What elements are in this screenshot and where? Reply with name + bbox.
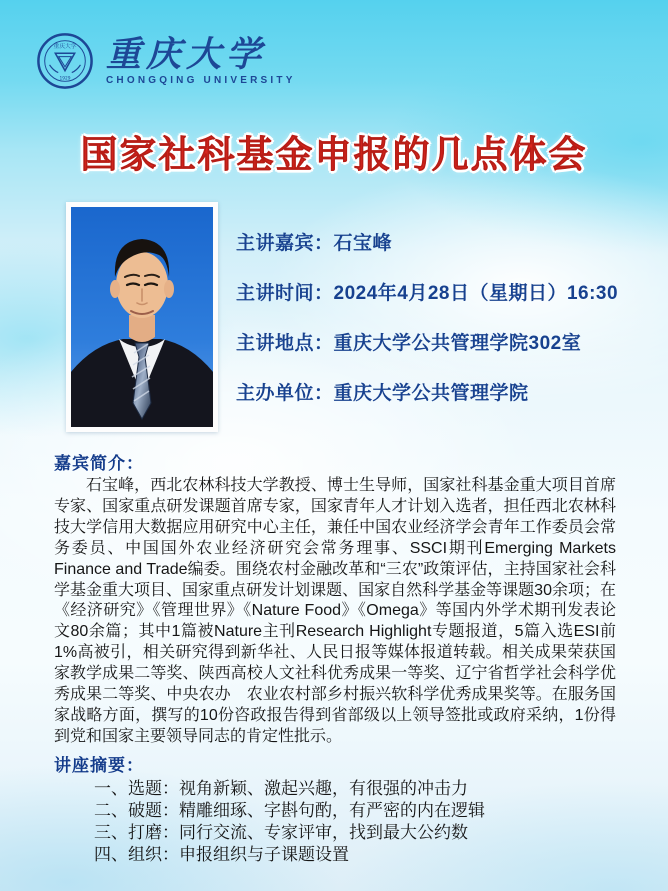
agenda-section <box>54 751 616 866</box>
event-info <box>236 228 618 428</box>
poster-title: 国家社科基金申报的几点体会 <box>80 134 588 175</box>
university-name-en: CHONGQING UNIVERSITY <box>106 74 296 86</box>
agenda-item-3: 三、打磨：同行交流、专家评审，找到最大公约数 <box>94 823 468 842</box>
event-time: 主讲时间：2024年4月28日（星期日）16:30 <box>236 283 619 304</box>
agenda-item-4: 四、组织：申报组织与子课题设置 <box>94 845 349 864</box>
agenda-heading: 讲座摘要： <box>54 756 144 775</box>
bio-section <box>54 449 616 748</box>
bio-heading: 嘉宾简介： <box>54 454 144 473</box>
speaker-photo <box>66 202 218 432</box>
agenda-item-1: 一、选题：视角新颖、激起兴趣，有很强的冲击力 <box>94 779 468 798</box>
svg-text:1929: 1929 <box>59 76 71 82</box>
bio-text: 石宝峰，西北农林科技大学教授、博士生导师，国家社科基金重大项目首席专家、国家重点研发课题首席专家，国家青年人才计划入选者，担任西北农林科技大学信用大数据应用研究中心主任，兼任中国农业经济学会青年工作委员会常务委员、中国国外农业经济研究会常务理事、SSCI期刊Emerging Markets Finance and Trade编委。围绕农村金融改革和“三农”政策评估，主持国家社会科学基金重大项目、国家重点研发计划课题、国家自然科学基金等课题30余项；在《经济研究》《管理世界》《Nature Food》《Omega》等国内外学术期刊发表论文80余篇；其中1篇被Nature主刊Research Highlight专题报道，5篇入选ESI前1%高被引，相关研究得到新华社、人民日报等媒体报道转载。相关成果荣获国家教学成果二等奖、陕西高校人文社科优秀成果一等奖、辽宁省哲学社会科学优秀成果二等奖、中央农办 农业农村部乡村振兴软科学优秀成果奖等。在服务国家战略方面，撰写的10份咨政报告得到省部级以上领导签批或政府采纳，1份得到党和国家主要领导同志的肯定性批示。 <box>54 477 616 745</box>
agenda-item-2: 二、破题：精雕细琢、字斟句酌，有严密的内在逻辑 <box>94 801 485 820</box>
chongqing-university-seal-icon <box>36 32 94 90</box>
event-organizer: 主办单位：重庆大学公共管理学院 <box>236 383 529 404</box>
svg-text:重庆大学: 重庆大学 <box>53 43 77 50</box>
university-name-cn: 重庆大学 <box>106 33 267 75</box>
event-guest: 主讲嘉宾：石宝峰 <box>236 233 393 254</box>
university-logo <box>36 32 296 90</box>
speaker-portrait-image <box>71 207 213 427</box>
event-venue: 主讲地点：重庆大学公共管理学院302室 <box>236 333 582 354</box>
